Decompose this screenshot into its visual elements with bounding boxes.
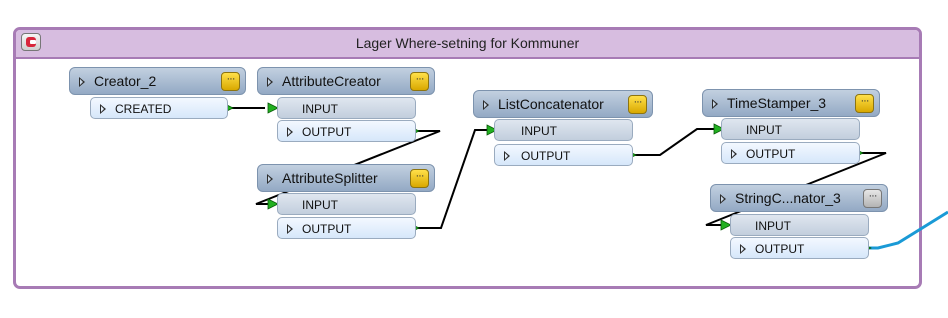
port-label: OUTPUT bbox=[302, 222, 352, 236]
port-label: INPUT bbox=[746, 123, 782, 137]
expand-triangle-icon[interactable] bbox=[483, 100, 489, 110]
port-label: INPUT bbox=[521, 124, 557, 138]
transformer-menu-button[interactable]: ··· bbox=[863, 189, 882, 208]
bookmark-title: Lager Where-setning for Kommuner bbox=[355, 35, 580, 51]
port-label: INPUT bbox=[302, 198, 338, 212]
expand-triangle-icon[interactable] bbox=[267, 174, 273, 184]
port-input[interactable] bbox=[730, 214, 869, 236]
port-created[interactable] bbox=[90, 97, 228, 119]
port-label: OUTPUT bbox=[755, 242, 805, 256]
expand-triangle-icon[interactable] bbox=[287, 224, 293, 234]
transformer-title: TimeStamper_3 bbox=[727, 95, 827, 111]
port-label: OUTPUT bbox=[746, 147, 796, 161]
expand-triangle-icon[interactable] bbox=[267, 77, 273, 87]
transformer-menu-button[interactable]: ··· bbox=[410, 169, 429, 188]
transformer-creator-2[interactable] bbox=[69, 67, 246, 95]
port-output[interactable] bbox=[277, 217, 416, 239]
transformer-menu-button[interactable]: ··· bbox=[410, 72, 429, 91]
transformer-attributesplitter[interactable] bbox=[257, 164, 435, 192]
port-output[interactable] bbox=[494, 144, 633, 166]
transformer-title: StringC...nator_3 bbox=[735, 190, 841, 206]
port-label: INPUT bbox=[755, 219, 791, 233]
port-output[interactable] bbox=[721, 142, 860, 164]
expand-triangle-icon[interactable] bbox=[720, 194, 726, 204]
transformer-menu-button[interactable]: ··· bbox=[221, 72, 240, 91]
link-listconcatenator-to-timestamper[interactable] bbox=[631, 129, 718, 155]
transformer-title: ListConcatenator bbox=[498, 96, 604, 112]
transformer-listconcatenator[interactable] bbox=[473, 90, 653, 118]
expand-triangle-icon[interactable] bbox=[504, 151, 510, 161]
port-input[interactable] bbox=[277, 193, 416, 215]
expand-triangle-icon[interactable] bbox=[712, 99, 718, 109]
link-stringconcatenator-output-selected[interactable] bbox=[866, 212, 948, 248]
port-label: INPUT bbox=[302, 102, 338, 116]
expand-triangle-icon[interactable] bbox=[740, 244, 746, 254]
port-input[interactable] bbox=[277, 97, 416, 119]
port-label: OUTPUT bbox=[302, 125, 352, 139]
expand-triangle-icon[interactable] bbox=[731, 149, 737, 159]
port-input[interactable] bbox=[494, 119, 633, 141]
port-label: OUTPUT bbox=[521, 149, 571, 163]
transformer-menu-button[interactable]: ··· bbox=[628, 95, 647, 114]
transformer-title: AttributeSplitter bbox=[282, 170, 378, 186]
port-label: CREATED bbox=[115, 102, 172, 116]
expand-triangle-icon[interactable] bbox=[79, 77, 85, 87]
port-input[interactable] bbox=[721, 118, 860, 140]
expand-triangle-icon[interactable] bbox=[100, 104, 106, 114]
transformer-title: AttributeCreator bbox=[282, 73, 381, 89]
transformer-attributecreator[interactable] bbox=[257, 67, 435, 95]
expand-triangle-icon[interactable] bbox=[287, 127, 293, 137]
transformer-title: Creator_2 bbox=[94, 73, 157, 89]
transformer-menu-button[interactable]: ··· bbox=[855, 94, 874, 113]
port-output[interactable] bbox=[277, 120, 416, 142]
transformer-timestamper-3[interactable] bbox=[702, 89, 880, 117]
port-output[interactable] bbox=[730, 237, 869, 259]
transformer-stringconcatenator-3[interactable] bbox=[710, 184, 888, 212]
